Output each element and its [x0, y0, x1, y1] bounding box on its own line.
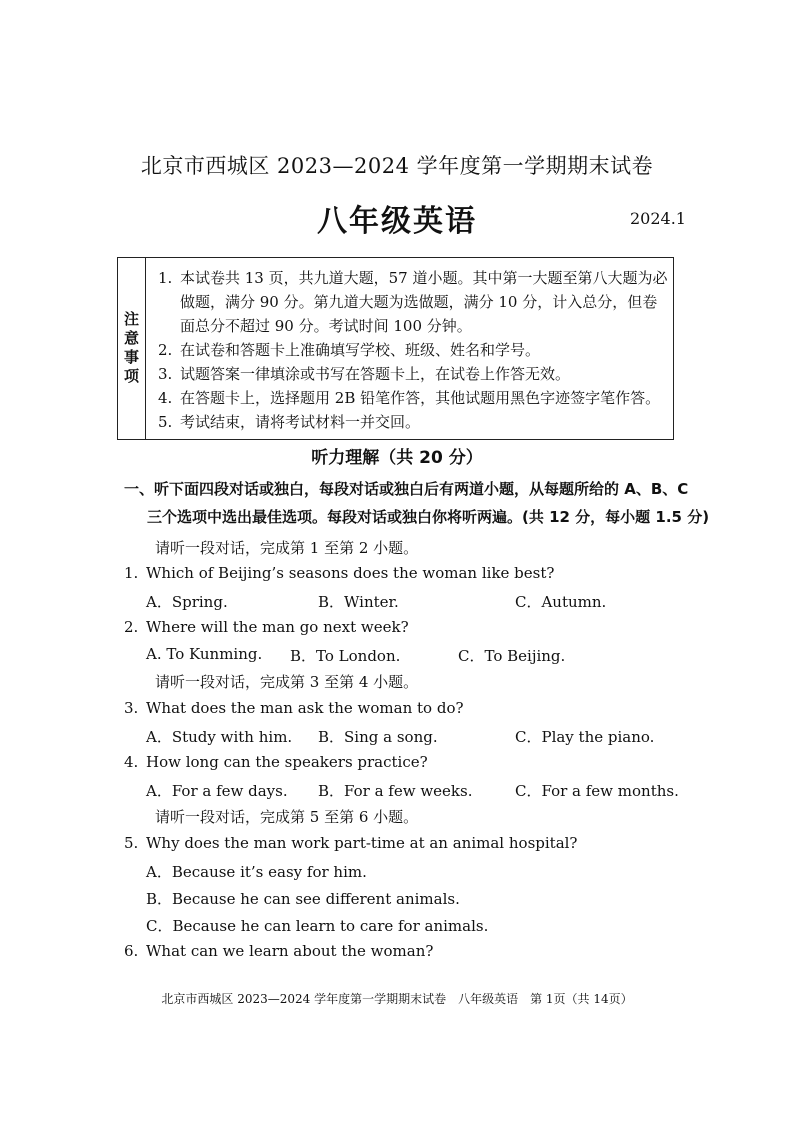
notice-item-text: 在答题卡上，选择题用 2B 铅笔作答，其他试题用黑色字迹签字笔作答。 [180, 389, 661, 407]
exam-date: 2024.1 [630, 209, 686, 228]
option-a: A．For a few days. [146, 782, 288, 800]
option-c: C．For a few months. [515, 782, 679, 800]
dialogue-instruction: 请听一段对话，完成第 5 至第 6 小题。 [155, 808, 419, 826]
option-b: B．Because he can see different animals. [146, 890, 460, 908]
notice-item [158, 338, 669, 362]
question-number: 1. [124, 564, 139, 582]
option-b: B．Winter. [318, 593, 399, 611]
option-b: B．To London. [290, 647, 401, 665]
notice-item [158, 410, 669, 434]
option-b: B．For a few weeks. [318, 782, 473, 800]
option-b: B．Sing a song. [318, 728, 438, 746]
question-text: What does the man ask the woman to do? [146, 699, 464, 717]
option-c: C．Autumn. [515, 593, 607, 611]
question-text: Which of Beijing’s seasons does the woman like best? [146, 564, 555, 582]
notice-item-text: 考试结束，请将考试材料一并交回。 [180, 413, 421, 431]
notice-item [158, 266, 669, 338]
notice-item [158, 386, 669, 410]
notice-item-number: 5. [158, 413, 173, 431]
notice-item-text: 在试卷和答题卡上准确填写学校、班级、姓名和学号。 [180, 341, 541, 359]
notice-item [158, 362, 669, 386]
option-c: C．Because he can learn to care for animals. [146, 917, 489, 935]
question-text: How long can the speakers practice? [146, 753, 428, 771]
question-number: 2. [124, 618, 139, 636]
option-a: A．Study with him. [146, 728, 293, 746]
part-instructions-line1: 一、听下面四段对话或独白，每段对话或独白后有两道小题，从每题所给的 A、B、C [124, 480, 689, 498]
option-a: A．Because it’s easy for him. [146, 863, 367, 881]
question-text: Why does the man work part-time at an animal hospital? [146, 834, 578, 852]
exam-header-title: 北京市西城区 2023—2024 学年度第一学期期末试卷 [140, 154, 654, 178]
dialogue-instruction: 请听一段对话，完成第 3 至第 4 小题。 [155, 673, 419, 691]
subject-title: 八年级英语 [317, 204, 477, 239]
notice-item-number: 3. [158, 365, 173, 383]
notice-item-number: 4. [158, 389, 173, 407]
question-number: 5. [124, 834, 139, 852]
question-text: What can we learn about the woman? [146, 942, 434, 960]
notice-item-text: 试题答案一律填涂或书写在答题卡上，在试卷上作答无效。 [180, 365, 571, 383]
option-a: A．Spring. [146, 593, 228, 611]
notice-label: 注意事项 [122, 310, 140, 387]
page-footer: 北京市西城区 2023—2024 学年度第一学期期末试卷 八年级英语 第 1页（共 14页） [161, 992, 633, 1006]
question-text: Where will the man go next week? [146, 618, 409, 636]
option-c: C．To Beijing. [458, 647, 566, 665]
notice-list [158, 266, 669, 434]
question-number: 4. [124, 753, 139, 771]
dialogue-instruction: 请听一段对话，完成第 1 至第 2 小题。 [155, 539, 419, 557]
option-a: A. To Kunming. [146, 645, 263, 663]
part-instructions-line2: 三个选项中选出最佳选项。每段对话或独白你将听两遍。(共 12 分，每小题 1.5 分) [147, 508, 710, 526]
section-title: 听力理解（共 20 分） [311, 448, 483, 468]
question-number: 3. [124, 699, 139, 717]
notice-item-number: 2. [158, 341, 173, 359]
notice-item-number: 1. [158, 269, 173, 287]
notice-item-text: 本试卷共 13 页，共九道大题，57 道小题。其中第一大题至第八大题为必做题，满分 90 分。第九道大题为选做题，满分 10 分，计入总分，但卷面总分不超过 90 分。考试时间 100 分钟。 [180, 269, 668, 335]
notice-label-cell [118, 258, 146, 439]
notice-box [117, 257, 674, 440]
question-number: 6. [124, 942, 139, 960]
option-c: C．Play the piano. [515, 728, 655, 746]
